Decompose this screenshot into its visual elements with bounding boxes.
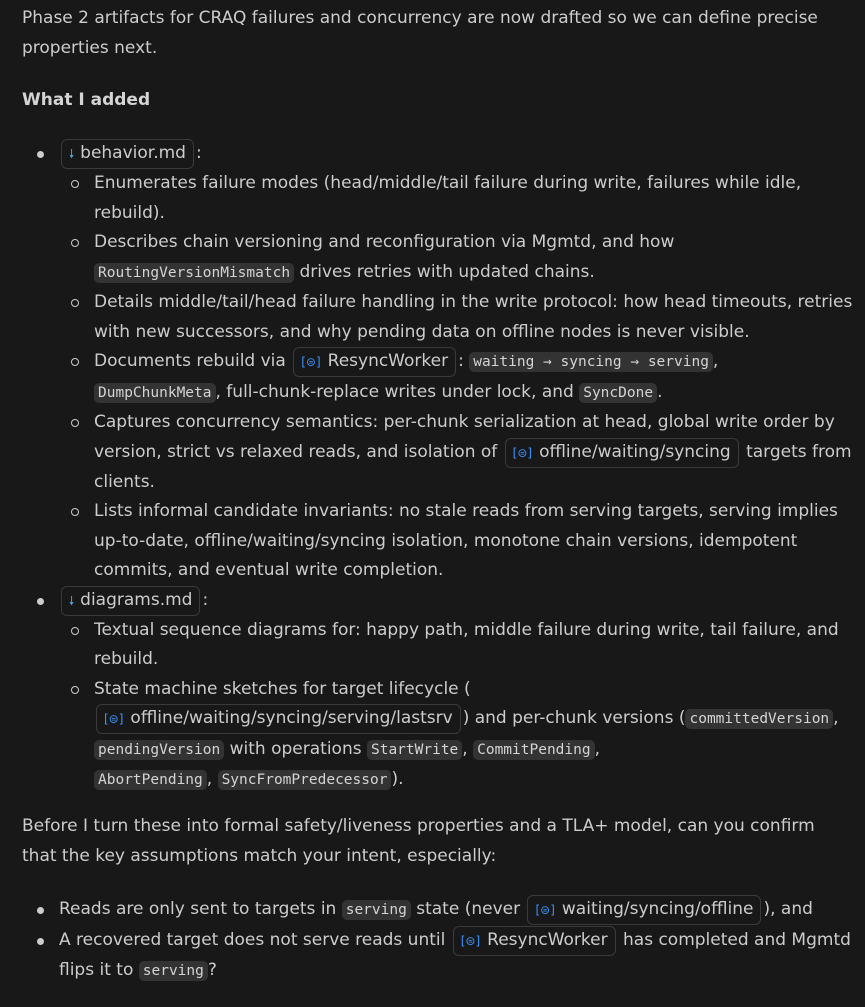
inline-code: serving [342, 900, 411, 920]
file-link-diagrams[interactable] [61, 586, 200, 616]
item-text: Documents rebuild via [94, 351, 292, 371]
list-item [22, 347, 862, 408]
symbol-class-icon: [⊜] [512, 445, 533, 460]
symbol-class-icon: [⊜] [301, 355, 321, 369]
intro-paragraph: Phase 2 artifacts for CRAQ failures and concurrency are now drafted so we can define precise properties next. [22, 8, 818, 58]
colon: : [202, 589, 209, 610]
list-item [22, 675, 862, 796]
item-text: Captures concurrency semantics: per-chunk serialization at head, global write order by version, strict vs relaxed reads, and isolation of [94, 412, 835, 462]
section-heading: What I added [22, 90, 151, 110]
list-item [22, 586, 862, 796]
list-item [22, 408, 862, 497]
symbol-class-icon: [⊜] [535, 903, 555, 917]
inline-code: AbortPending [94, 770, 207, 790]
list-item [22, 288, 862, 347]
item-text: Lists informal candidate invariants: no stale reads from serving targets, serving implies up-to-date, offline/waiting/syncing isolation, monotone chain versions, idempotent commits, and eventual write completion. [94, 501, 838, 580]
item-text: ). [391, 769, 404, 789]
item-text: targets from clients. [94, 441, 852, 492]
item-text: , [833, 708, 839, 728]
symbol-link-resyncworker[interactable] [453, 926, 616, 956]
file-link-behavior[interactable] [61, 139, 194, 169]
item-text: ), and [763, 899, 813, 919]
item-text: ) and per-chunk versions ( [462, 708, 686, 728]
inline-code: serving [139, 961, 208, 981]
download-arrow-icon: 🠗 [69, 593, 75, 608]
symbol-name: ResyncWorker [487, 929, 608, 950]
item-text: , [206, 769, 218, 789]
inline-code: SyncFromPredecessor [218, 770, 392, 790]
item-text: . [657, 381, 663, 402]
sub-list [22, 616, 862, 796]
item-text: Details middle/tail/head failure handling in the write protocol: how head timeouts, retries with new successors, and why pending data on offline nodes is never visible. [94, 292, 853, 342]
list-item [22, 926, 852, 987]
question-list [22, 895, 852, 986]
symbol-link-lifecycle-states[interactable] [96, 704, 461, 734]
inline-code: SyncDone [579, 383, 657, 403]
item-text: drives retries with updated chains. [294, 261, 595, 282]
inline-code: CommitPending [473, 740, 595, 760]
inline-code: DumpChunkMeta [94, 383, 216, 403]
item-text: ? [207, 959, 217, 980]
inline-code: RoutingVersionMismatch [94, 263, 294, 283]
item-text: State machine sketches for target lifecycle ( [94, 678, 471, 699]
item-text: , [712, 351, 719, 371]
symbol-class-icon: [⊜] [104, 712, 124, 726]
item-text: Reads are only sent to targets in [59, 899, 342, 919]
symbol-link-resyncworker[interactable] [293, 347, 456, 377]
inline-code: waiting → syncing → serving [469, 352, 713, 372]
item-text: Describes chain versioning and reconfiguration via Mgmtd, and how [94, 232, 675, 252]
symbol-name: offline/waiting/syncing/serving/lastsrv [130, 708, 453, 728]
symbol-name: offline/waiting/syncing [539, 441, 731, 462]
symbol-name: waiting/syncing/offline [561, 899, 754, 919]
inline-code: StartWrite [367, 740, 462, 760]
file-name: behavior.md [80, 143, 186, 163]
file-name: diagrams.md [80, 589, 193, 610]
item-text: , [594, 738, 601, 759]
list-item [22, 169, 862, 228]
inline-code: pendingVersion [94, 740, 224, 760]
symbol-link-waiting-syncing-offline[interactable] [527, 895, 761, 925]
item-text: has completed and Mgmtd flips it to [59, 929, 851, 980]
download-arrow-icon: 🠗 [69, 147, 75, 161]
item-text: Enumerates failure modes (head/middle/tail failure during write, failures while idle, rebuild). [94, 173, 802, 223]
item-text: , full-chunk-replace writes under lock, and [215, 381, 580, 402]
list-item [22, 139, 862, 586]
list-item [22, 228, 862, 288]
item-text: with operations [224, 738, 367, 759]
item-text: A recovered target does not serve reads until [59, 929, 451, 950]
item-text: , [462, 738, 474, 759]
closing-paragraph: Before I turn these into formal safety/liveness properties and a TLA+ model, can you confirm that the key assumptions match your intent, especially: [22, 816, 815, 866]
item-text: Textual sequence diagrams for: happy path, middle failure during write, tail failure, and rebuild. [94, 619, 839, 669]
sub-list [22, 169, 862, 586]
list-item [22, 616, 862, 675]
inline-code: committedVersion [685, 709, 833, 729]
colon: : [195, 143, 202, 163]
symbol-class-icon: [⊜] [460, 933, 481, 948]
artifact-list [22, 139, 862, 796]
list-item [22, 895, 852, 926]
symbol-link-offline-waiting-syncing[interactable] [505, 438, 739, 468]
symbol-name: ResyncWorker [327, 351, 449, 371]
item-text: state (never [410, 899, 526, 919]
item-text: : [458, 351, 470, 371]
list-item [22, 497, 862, 586]
